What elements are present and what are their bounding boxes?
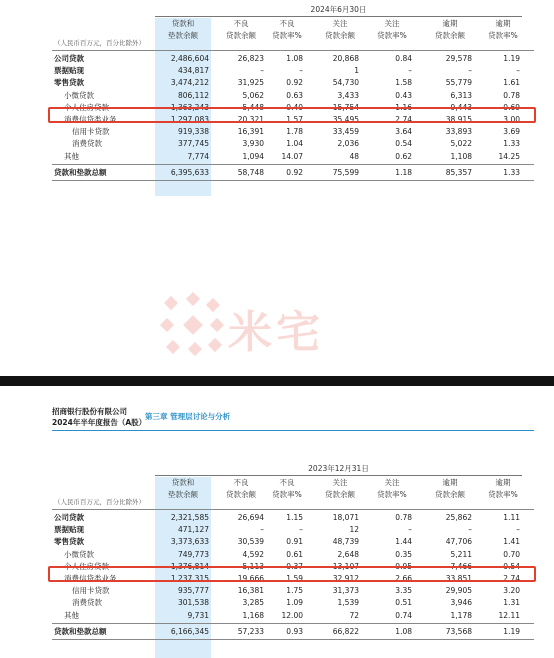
row-value: 20,868	[332, 54, 359, 63]
row-value: 26,694	[237, 513, 264, 522]
screenshot-divider	[0, 376, 554, 386]
row-value: 13,107	[332, 561, 359, 571]
table-row	[52, 138, 534, 150]
row-label: 消费信贷类业务	[64, 574, 117, 583]
row-value: 1,094	[242, 151, 264, 161]
row-value: 0.40	[286, 102, 303, 112]
row-value: 14.07	[281, 151, 303, 161]
watermark-text: 米宅	[228, 307, 324, 358]
row-value: 919,338	[177, 127, 209, 137]
row-value: 19,666	[237, 574, 264, 583]
row-value: 1.08	[286, 54, 303, 63]
column-header-5-line-2: 贷款率%	[377, 31, 407, 40]
column-header-7-line-2: 贷款率%	[488, 31, 518, 40]
column-header-4-line-1: 关注	[332, 478, 348, 487]
row-value: 20,321	[237, 115, 264, 124]
row-value: 6,395,633	[170, 167, 209, 177]
column-header-4-line-2: 贷款余额	[325, 490, 355, 499]
column-header-3-line-2: 贷款率%	[272, 31, 302, 40]
row-value: 54,730	[332, 78, 359, 88]
row-value: 18,071	[332, 513, 359, 522]
row-value: 5,448	[242, 102, 264, 112]
bottom-period-rule	[155, 475, 522, 476]
row-value: 1.18	[395, 167, 412, 177]
table-row	[52, 77, 534, 89]
row-value: 31,925	[237, 78, 264, 88]
row-value: 47,706	[445, 537, 472, 547]
column-header-2-line-1: 不良	[233, 478, 249, 487]
row-value: 0.69	[503, 102, 520, 112]
row-value: 0.43	[395, 90, 412, 100]
row-value: 1,237,315	[170, 574, 209, 583]
row-value: –	[408, 66, 412, 76]
top-period-rule	[155, 16, 522, 17]
row-value: 1.75	[286, 586, 303, 596]
company-name: 招商银行股份有限公司	[52, 407, 127, 416]
row-value: –	[299, 66, 303, 76]
row-value: 1.57	[286, 115, 303, 124]
row-label: 其他	[64, 610, 79, 620]
row-value: 5,022	[450, 139, 472, 149]
watermark	[158, 290, 418, 360]
row-label: 零售贷款	[54, 537, 84, 547]
column-header-5-line-1: 关注	[384, 19, 400, 28]
row-value: 12	[349, 525, 359, 535]
bottom-period-title: 2023年12月31日	[308, 464, 369, 473]
row-value: 3,946	[450, 598, 472, 608]
row-label: 小微贷款	[64, 90, 94, 100]
row-value: 1,376,814	[170, 561, 209, 571]
row-value: 5,062	[242, 90, 264, 100]
top-unit-note: （人民币百万元，百分比除外）	[54, 39, 145, 47]
row-value: 48	[349, 151, 359, 161]
row-value: 2.74	[503, 574, 520, 583]
table-row	[52, 126, 534, 138]
column-header-3-line-2: 贷款率%	[272, 490, 302, 499]
table-row	[52, 597, 534, 609]
chapter-rule	[52, 430, 534, 431]
row-label: 票据贴现	[54, 66, 84, 76]
row-label: 其他	[64, 151, 79, 161]
row-value: 1.09	[286, 598, 303, 608]
row-value: 434,817	[177, 66, 209, 76]
table-row	[52, 610, 534, 622]
row-value: 57,233	[237, 626, 264, 636]
row-value: 1.04	[286, 139, 303, 149]
row-value: 0.91	[286, 537, 303, 547]
row-value: –	[260, 525, 264, 535]
row-value: 1,363,243	[170, 102, 209, 112]
row-value: 0.78	[503, 90, 520, 100]
row-value: 3,433	[337, 90, 359, 100]
row-label: 零售贷款	[54, 78, 84, 88]
row-value: 2,321,585	[170, 513, 209, 522]
row-value: 0.61	[286, 549, 303, 559]
total-rule	[52, 623, 534, 624]
row-value: 0.93	[286, 626, 303, 636]
column-header-4-line-1: 关注	[332, 19, 348, 28]
row-value: 0.54	[503, 561, 520, 571]
row-value: 3,930	[242, 139, 264, 149]
row-value: 1,539	[337, 598, 359, 608]
row-value: 72	[349, 610, 359, 620]
row-value: 1.78	[286, 127, 303, 137]
row-value: 0.74	[395, 610, 412, 620]
row-value: 1.59	[286, 574, 303, 583]
row-value: 26,823	[237, 54, 264, 63]
row-value: 55,779	[445, 78, 472, 88]
top-header-rule	[52, 50, 534, 51]
bottom-unit-note: （人民币百万元，百分比除外）	[54, 498, 145, 506]
row-value: 0.95	[395, 561, 412, 571]
row-value: 0.62	[395, 151, 412, 161]
column-header-7-line-1: 逾期	[495, 19, 511, 28]
column-header-7-line-2: 贷款率%	[488, 490, 518, 499]
row-value: 35,495	[332, 115, 359, 124]
table-row	[52, 512, 534, 524]
table-row	[52, 524, 534, 536]
row-value: 0.84	[395, 54, 412, 63]
table-row	[52, 151, 534, 163]
row-value: 1.41	[503, 537, 520, 547]
row-value: 14.25	[498, 151, 520, 161]
row-value: 3.69	[503, 127, 520, 137]
row-value: 12.11	[498, 610, 520, 620]
row-value: 1.08	[395, 626, 412, 636]
row-value: –	[468, 525, 472, 535]
table-row	[52, 90, 534, 102]
watermark-logo-icon	[158, 290, 228, 360]
row-value: 2,648	[337, 549, 359, 559]
column-header-4-line-2: 贷款余额	[325, 31, 355, 40]
row-label: 个人住房贷款	[64, 561, 109, 571]
row-value: 0.35	[395, 549, 412, 559]
row-value: 29,905	[445, 586, 472, 596]
row-value: 1.58	[395, 78, 412, 88]
table-row	[52, 53, 534, 65]
row-value: 1.31	[503, 598, 520, 608]
row-value: 7,774	[187, 151, 209, 161]
row-value: 58,748	[237, 167, 264, 177]
top-period-title: 2024年6月30日	[310, 5, 367, 14]
row-value: 0.70	[503, 549, 520, 559]
row-value: 3.00	[503, 115, 520, 124]
column-header-1-line-2: 垫款余额	[168, 31, 198, 40]
row-value: 1.61	[503, 78, 520, 88]
row-value: –	[516, 525, 520, 535]
row-value: 377,745	[177, 139, 209, 149]
row-value: 3,373,633	[170, 537, 209, 547]
row-value: 38,915	[445, 115, 472, 124]
column-header-6-line-1: 逾期	[442, 478, 458, 487]
row-value: 12.00	[281, 610, 303, 620]
row-value: 16,391	[237, 127, 264, 137]
row-value: 5,211	[450, 549, 472, 559]
row-label: 信用卡贷款	[72, 127, 110, 137]
row-label: 消费信贷类业务	[64, 115, 117, 124]
row-value: –	[260, 66, 264, 76]
row-value: 25,862	[445, 513, 472, 522]
table-row	[52, 167, 534, 179]
row-value: 30,539	[237, 537, 264, 547]
row-value: 0.51	[395, 598, 412, 608]
column-header-3-line-1: 不良	[279, 19, 295, 28]
bottom-header-rule	[52, 509, 534, 510]
row-label: 贷款和垫款总额	[54, 167, 107, 177]
table-row	[52, 626, 534, 638]
row-value: –	[468, 66, 472, 76]
table-row	[52, 536, 534, 548]
row-value: 1.33	[503, 139, 520, 149]
column-header-5-line-1: 关注	[384, 478, 400, 487]
bottom-table-panel	[0, 386, 554, 658]
row-value: 32,912	[332, 574, 359, 583]
row-value: 3,285	[242, 598, 264, 608]
column-header-1-line-2: 垫款余额	[168, 490, 198, 499]
row-label: 信用卡贷款	[72, 586, 110, 596]
column-header-1-line-1: 贷款和	[171, 19, 195, 28]
chapter-title: 第三章 管理层讨论与分析	[145, 412, 231, 421]
row-value: 1,178	[450, 610, 472, 620]
row-value: 1.44	[395, 537, 412, 547]
table-row	[52, 65, 534, 77]
row-value: 1	[354, 66, 359, 76]
row-value: 2,036	[337, 139, 359, 149]
table-row	[52, 549, 534, 561]
column-header-1-line-1: 贷款和	[171, 478, 195, 487]
column-header-3-line-1: 不良	[279, 478, 295, 487]
bottom-housing-loan-highlight	[48, 566, 536, 582]
row-value: 0.63	[286, 90, 303, 100]
row-value: 935,777	[177, 586, 209, 596]
row-value: 85,357	[445, 167, 472, 177]
table-bottom-rule	[52, 639, 534, 640]
row-value: 1.11	[503, 513, 520, 522]
row-value: –	[408, 525, 412, 535]
row-value: 2.66	[395, 574, 412, 583]
row-value: 0.54	[395, 139, 412, 149]
row-label: 消费贷款	[72, 139, 102, 149]
row-value: 2.74	[395, 115, 412, 124]
row-label: 个人住房贷款	[64, 102, 109, 112]
row-label: 消费贷款	[72, 598, 102, 608]
row-value: 6,313	[450, 90, 472, 100]
row-value: 749,773	[177, 549, 209, 559]
top-housing-loan-highlight	[48, 107, 536, 123]
row-value: 9,731	[187, 610, 209, 620]
row-value: 301,538	[177, 598, 209, 608]
row-value: 806,112	[177, 90, 209, 100]
report-name: 2024年半年度报告（A股）	[52, 418, 147, 427]
row-value: 0.78	[395, 513, 412, 522]
row-label: 公司贷款	[54, 513, 84, 522]
row-value: 4,592	[242, 549, 264, 559]
row-value: 1,108	[450, 151, 472, 161]
column-header-6-line-1: 逾期	[442, 19, 458, 28]
row-value: 2,486,604	[170, 54, 209, 63]
row-value: 3.35	[395, 586, 412, 596]
row-value: 1.33	[503, 167, 520, 177]
row-value: 1.15	[286, 513, 303, 522]
row-value: 6,166,345	[170, 626, 209, 636]
row-value: 1,297,083	[170, 115, 209, 124]
row-value: 9,443	[450, 102, 472, 112]
row-value: 3,474,212	[170, 78, 209, 88]
row-value: –	[516, 66, 520, 76]
row-value: 1.19	[503, 626, 520, 636]
row-value: 7,466	[450, 561, 472, 571]
row-label: 贷款和垫款总额	[54, 626, 107, 636]
row-value: 15,754	[332, 102, 359, 112]
row-value: 1.19	[503, 54, 520, 63]
row-value: 0.92	[286, 167, 303, 177]
column-header-6-line-2: 贷款余额	[435, 31, 465, 40]
row-value: 75,599	[332, 167, 359, 177]
row-value: 66,822	[332, 626, 359, 636]
row-value: 3.64	[395, 127, 412, 137]
table-row	[52, 585, 534, 597]
row-value: –	[299, 525, 303, 535]
row-value: 471,127	[177, 525, 209, 535]
column-header-2-line-2: 贷款余额	[226, 490, 256, 499]
column-header-6-line-2: 贷款余额	[435, 490, 465, 499]
row-value: 29,578	[445, 54, 472, 63]
row-value: 1.16	[395, 102, 412, 112]
row-value: 31,373	[332, 586, 359, 596]
row-value: 0.92	[286, 78, 303, 88]
row-label: 票据贴现	[54, 525, 84, 535]
column-header-7-line-1: 逾期	[495, 478, 511, 487]
row-value: 33,459	[332, 127, 359, 137]
row-value: 33,851	[445, 574, 472, 583]
column-header-2-line-2: 贷款余额	[226, 31, 256, 40]
table-bottom-rule	[52, 180, 534, 181]
row-label: 小微贷款	[64, 549, 94, 559]
row-value: 0.37	[286, 561, 303, 571]
row-value: 1,168	[242, 610, 264, 620]
column-header-5-line-2: 贷款率%	[377, 490, 407, 499]
row-label: 公司贷款	[54, 54, 84, 63]
row-value: 33,893	[445, 127, 472, 137]
row-value: 5,113	[242, 561, 264, 571]
total-rule	[52, 164, 534, 165]
row-value: 48,739	[332, 537, 359, 547]
column-header-2-line-1: 不良	[233, 19, 249, 28]
row-value: 16,381	[237, 586, 264, 596]
row-value: 3.20	[503, 586, 520, 596]
row-value: 73,568	[445, 626, 472, 636]
